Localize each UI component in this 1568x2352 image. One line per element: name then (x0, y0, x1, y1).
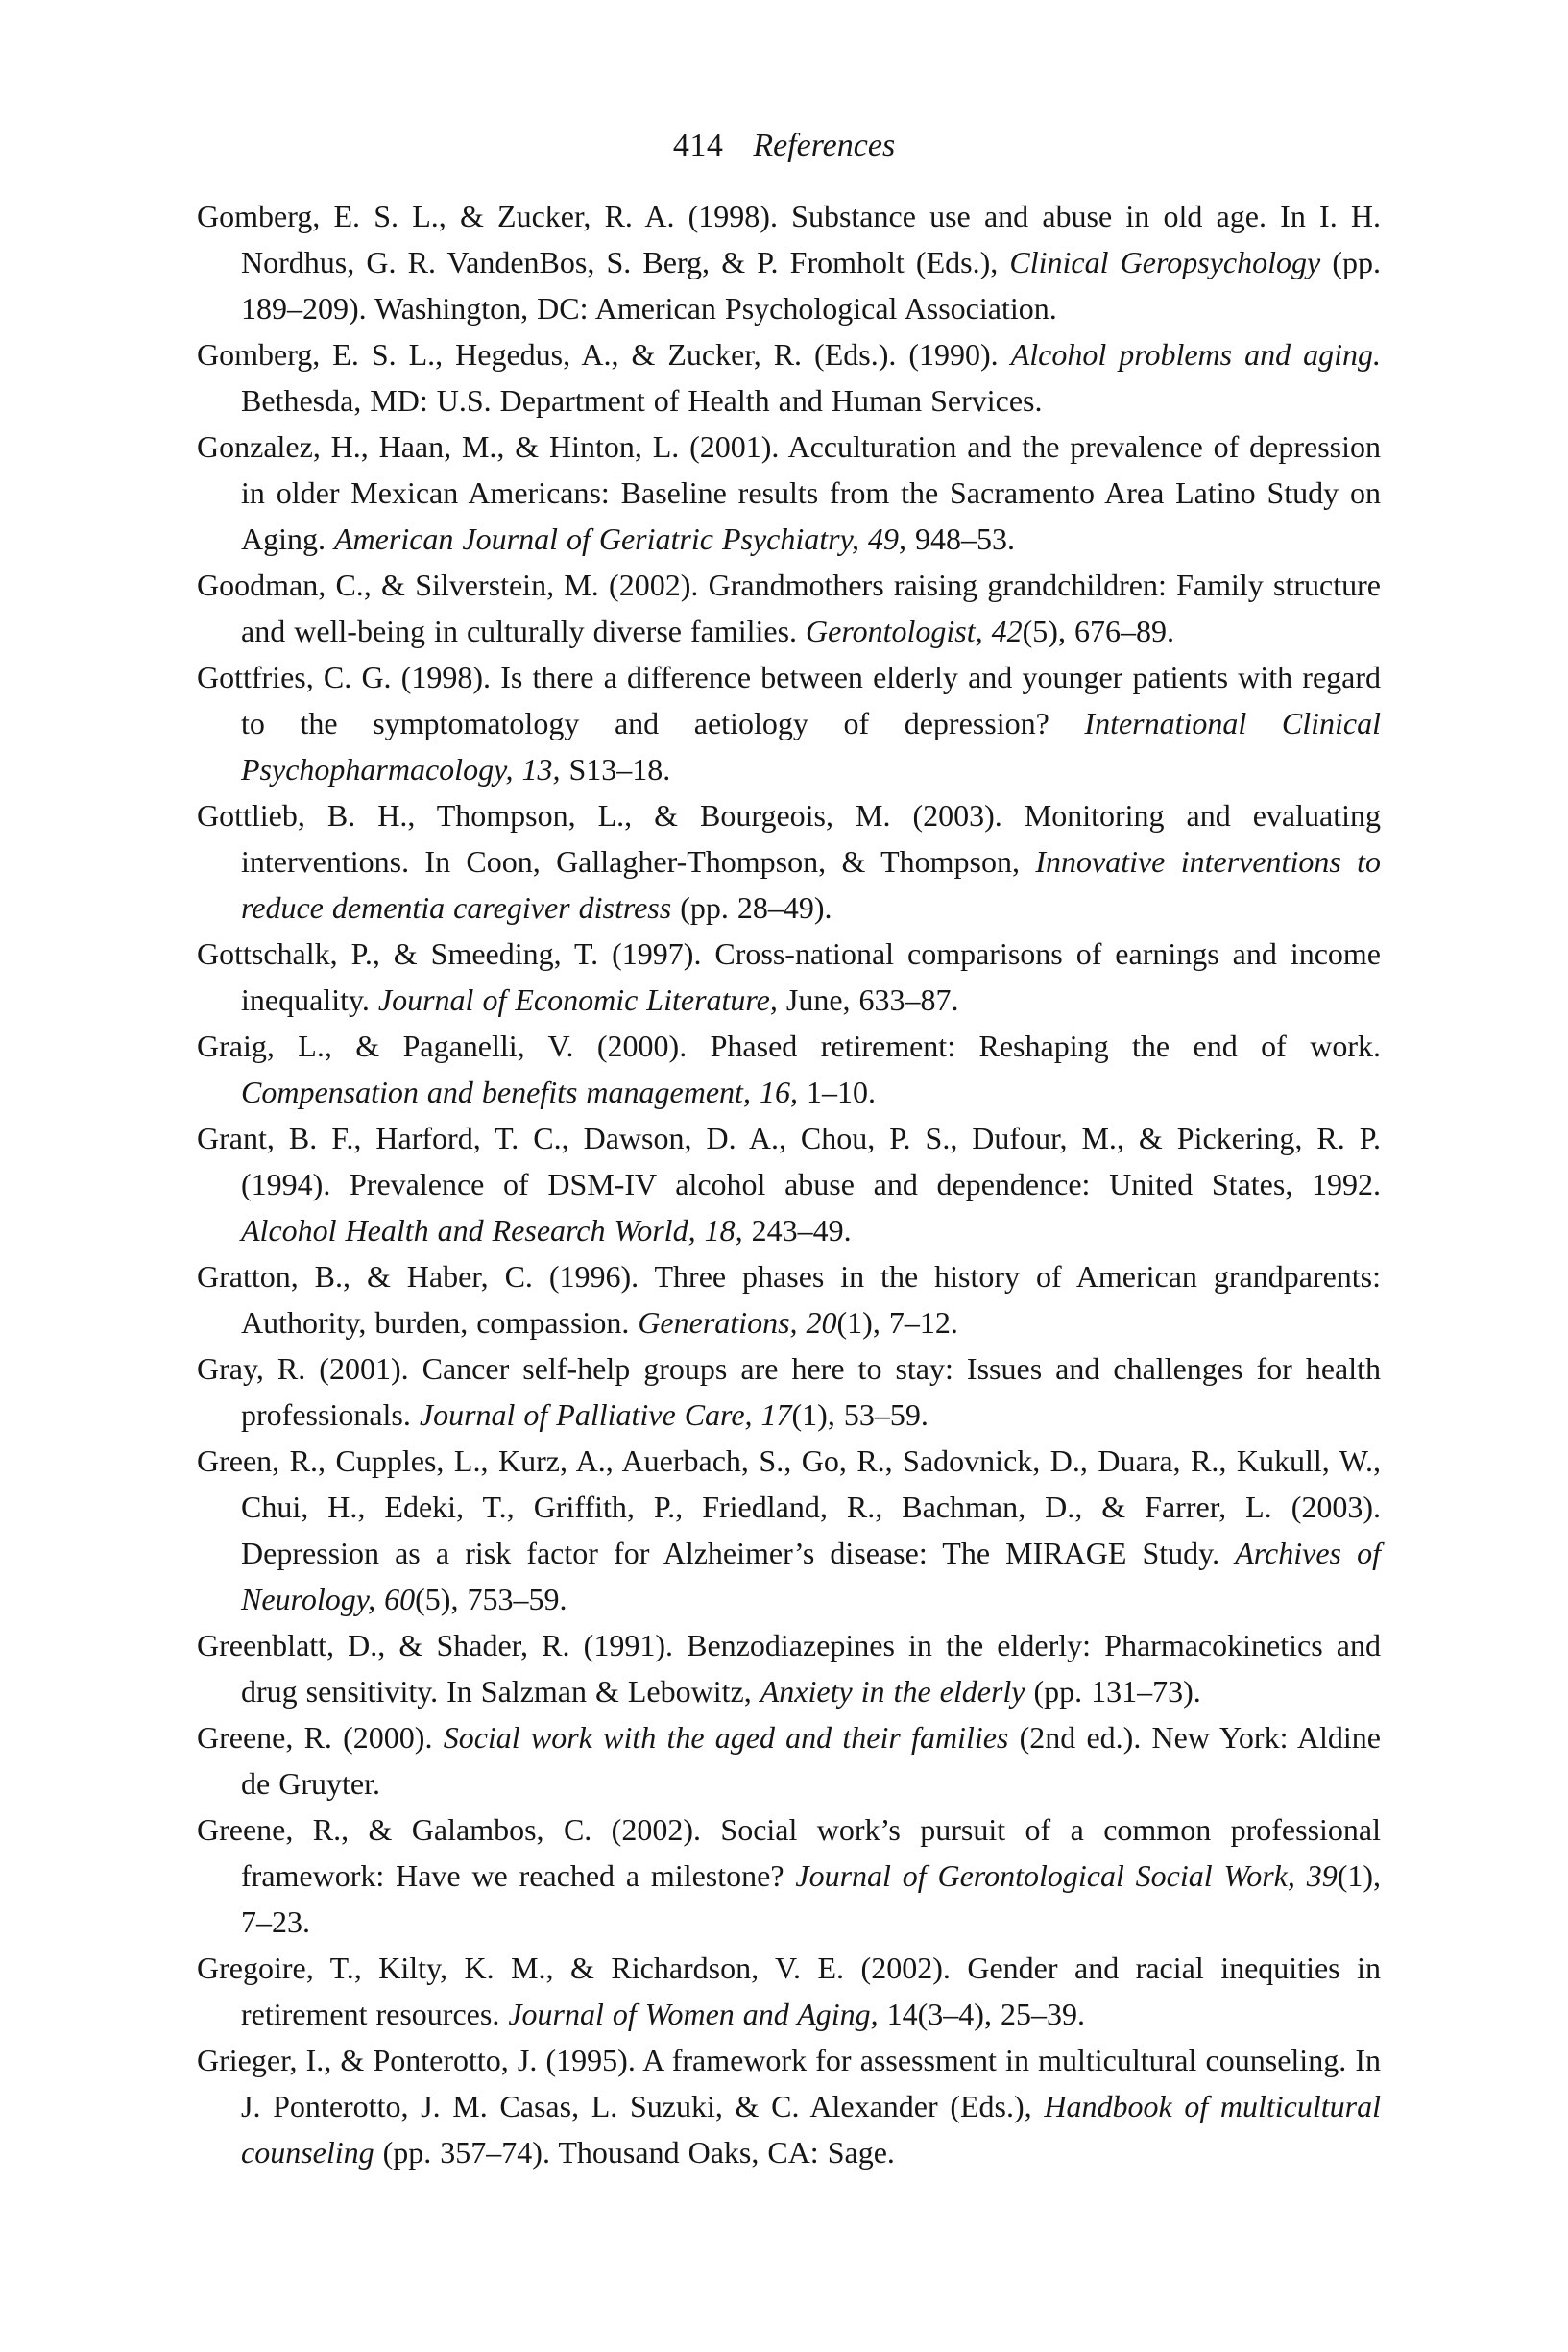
reference-text: (5), 753–59. (415, 1582, 567, 1616)
reference-entry (197, 1622, 1381, 1714)
reference-text: (pp. 189–209). Washington, DC: American Psychological Association. (241, 245, 1382, 326)
reference-work-title: Innovative interventions to reduce dementia caregiver distress (241, 844, 1382, 925)
reference-work-title: Journal of Economic Literature, (377, 982, 778, 1017)
reference-entry (197, 1806, 1381, 1945)
reference-text: 14(3–4), 25–39. (878, 1997, 1085, 2031)
reference-entry (197, 1714, 1381, 1806)
reference-text: Gregoire, T., Kilty, K. M., & Richardson, V. E. (2002). Gender and racial inequities in retirement resources. (197, 1951, 1381, 2031)
reference-text: 243–49. (742, 1213, 852, 1248)
reference-work-title: Journal of Women and Aging, (508, 1997, 879, 2031)
reference-text: Grant, B. F., Harford, T. C., Dawson, D. A., Chou, P. S., Dufour, M., & Pickering, R. P. (1994). Prevalence of DSM-IV alcohol abuse and dependence: United States, 1992. (197, 1121, 1381, 1201)
reference-work-title: Clinical Geropsychology (1009, 245, 1321, 279)
reference-work-title: Anxiety in the elderly (760, 1674, 1025, 1709)
reference-text: Gottschalk, P., & Smeeding, T. (1997). Cross-national comparisons of earnings and income inequality. (197, 936, 1381, 1017)
reference-text: Gomberg, E. S. L., Hegedus, A., & Zucker, R. (Eds.). (1990). (197, 337, 1011, 372)
running-head (0, 125, 1568, 167)
reference-text: (1), 7–23. (241, 1858, 1382, 1939)
reference-text: Gomberg, E. S. L., & Zucker, R. A. (1998). Substance use and abuse in old age. In I. H. Nordhus, G. R. VandenBos, S. Berg, & P. Fromholt (Eds.), (197, 199, 1381, 279)
reference-text: (1), 53–59. (791, 1397, 929, 1432)
reference-work-title: Alcohol Health and Research World, 18, (241, 1213, 743, 1248)
reference-entry (197, 1945, 1381, 2037)
reference-work-title: Social work with the aged and their families (443, 1720, 1009, 1755)
reference-work-title: Compensation and benefits management, 16, (241, 1075, 798, 1109)
reference-text: Bethesda, MD: U.S. Department of Health and Human Services. (241, 383, 1043, 418)
reference-entry (197, 1438, 1381, 1622)
reference-entry (197, 562, 1381, 654)
reference-text: (2nd ed.). New York: Aldine de Gruyter. (241, 1720, 1382, 1801)
reference-entry (197, 1346, 1381, 1438)
reference-entry (197, 1023, 1381, 1115)
reference-text: (pp. 357–74). Thousand Oaks, CA: Sage. (374, 2135, 895, 2170)
running-head-title: References (753, 128, 896, 163)
reference-text: Grieger, I., & Ponterotto, J. (1995). A framework for assessment in multicultural counseling. In J. Ponterotto, J. M. Casas, L. Suzuki, & C. Alexander (Eds.), (197, 2043, 1381, 2123)
reference-text: Graig, L., & Paganelli, V. (2000). Phased retirement: Reshaping the end of work. (197, 1029, 1381, 1063)
reference-entry (197, 2037, 1381, 2175)
reference-work-title: Handbook of multicultural counseling (241, 2089, 1382, 2170)
reference-text: Gottlieb, B. H., Thompson, L., & Bourgeois, M. (2003). Monitoring and evaluating interventions. In Coon, Gallagher-Thompson, & Thompson, (197, 798, 1381, 879)
reference-work-title: Alcohol problems and aging. (1010, 337, 1382, 372)
reference-entry (197, 1253, 1381, 1346)
reference-entry (197, 424, 1381, 562)
reference-entry (197, 193, 1381, 331)
reference-work-title: International Clinical Psychopharmacology, 13, (241, 706, 1382, 787)
reference-work-title: Gerontologist, 42 (806, 614, 1023, 648)
reference-work-title: Archives of Neurology, 60 (241, 1536, 1382, 1616)
reference-text: S13–18. (560, 752, 671, 787)
reference-entry (197, 654, 1381, 792)
reference-work-title: Journal of Palliative Care, 17 (419, 1397, 792, 1432)
reference-text: Gonzalez, H., Haan, M., & Hinton, L. (2001). Acculturation and the prevalence of depression in older Mexican Americans: Baseline results from the Sacramento Area Latino Study on Aging. (197, 429, 1381, 556)
reference-text: (5), 676–89. (1022, 614, 1174, 648)
reference-text: (pp. 131–73). (1025, 1674, 1201, 1709)
reference-text: June, 633–87. (777, 982, 959, 1017)
reference-entry (197, 931, 1381, 1023)
reference-text: Gratton, B., & Haber, C. (1996). Three phases in the history of American grandparents: Authority, burden, compassion. (197, 1259, 1381, 1340)
reference-work-title: Generations, 20 (638, 1305, 837, 1340)
page-number: 414 (672, 128, 724, 163)
reference-entry (197, 1115, 1381, 1253)
reference-work-title: Journal of Gerontological Social Work, 39 (795, 1858, 1338, 1893)
reference-text: Greene, R., & Galambos, C. (2002). Social work’s pursuit of a common professional framework: Have we reached a milestone? (197, 1812, 1381, 1893)
reference-text: (1), 7–12. (836, 1305, 958, 1340)
reference-text: Greene, R. (2000). (197, 1720, 444, 1755)
reference-text: Gray, R. (2001). Cancer self-help groups are here to stay: Issues and challenges for health professionals. (197, 1351, 1381, 1432)
reference-text: Green, R., Cupples, L., Kurz, A., Auerbach, S., Go, R., Sadovnick, D., Duara, R., Kukull, W., Chui, H., Edeki, T., Griffith, P., Friedland, R., Bachman, D., & Farrer, L. (2003). Depression as a risk factor for Alzheimer’s disease: The MIRAGE Study. (197, 1443, 1381, 1570)
reference-text: Gottfries, C. G. (1998). Is there a difference between elderly and younger patients with regard to the symptomatology and aetiology of depression? (197, 660, 1381, 740)
reference-entry (197, 792, 1381, 931)
references-list (197, 193, 1381, 2175)
reference-text: Goodman, C., & Silverstein, M. (2002). Grandmothers raising grandchildren: Family structure and well-being in culturally diverse families. (197, 568, 1381, 648)
reference-work-title: American Journal of Geriatric Psychiatry, 49, (334, 521, 907, 556)
reference-entry (197, 331, 1381, 424)
reference-text: Greenblatt, D., & Shader, R. (1991). Benzodiazepines in the elderly: Pharmacokinetics and drug sensitivity. In Salzman & Lebowitz, (197, 1628, 1381, 1709)
reference-text: 1–10. (797, 1075, 876, 1109)
reference-text: (pp. 28–49). (671, 890, 832, 925)
reference-text: 948–53. (906, 521, 1016, 556)
